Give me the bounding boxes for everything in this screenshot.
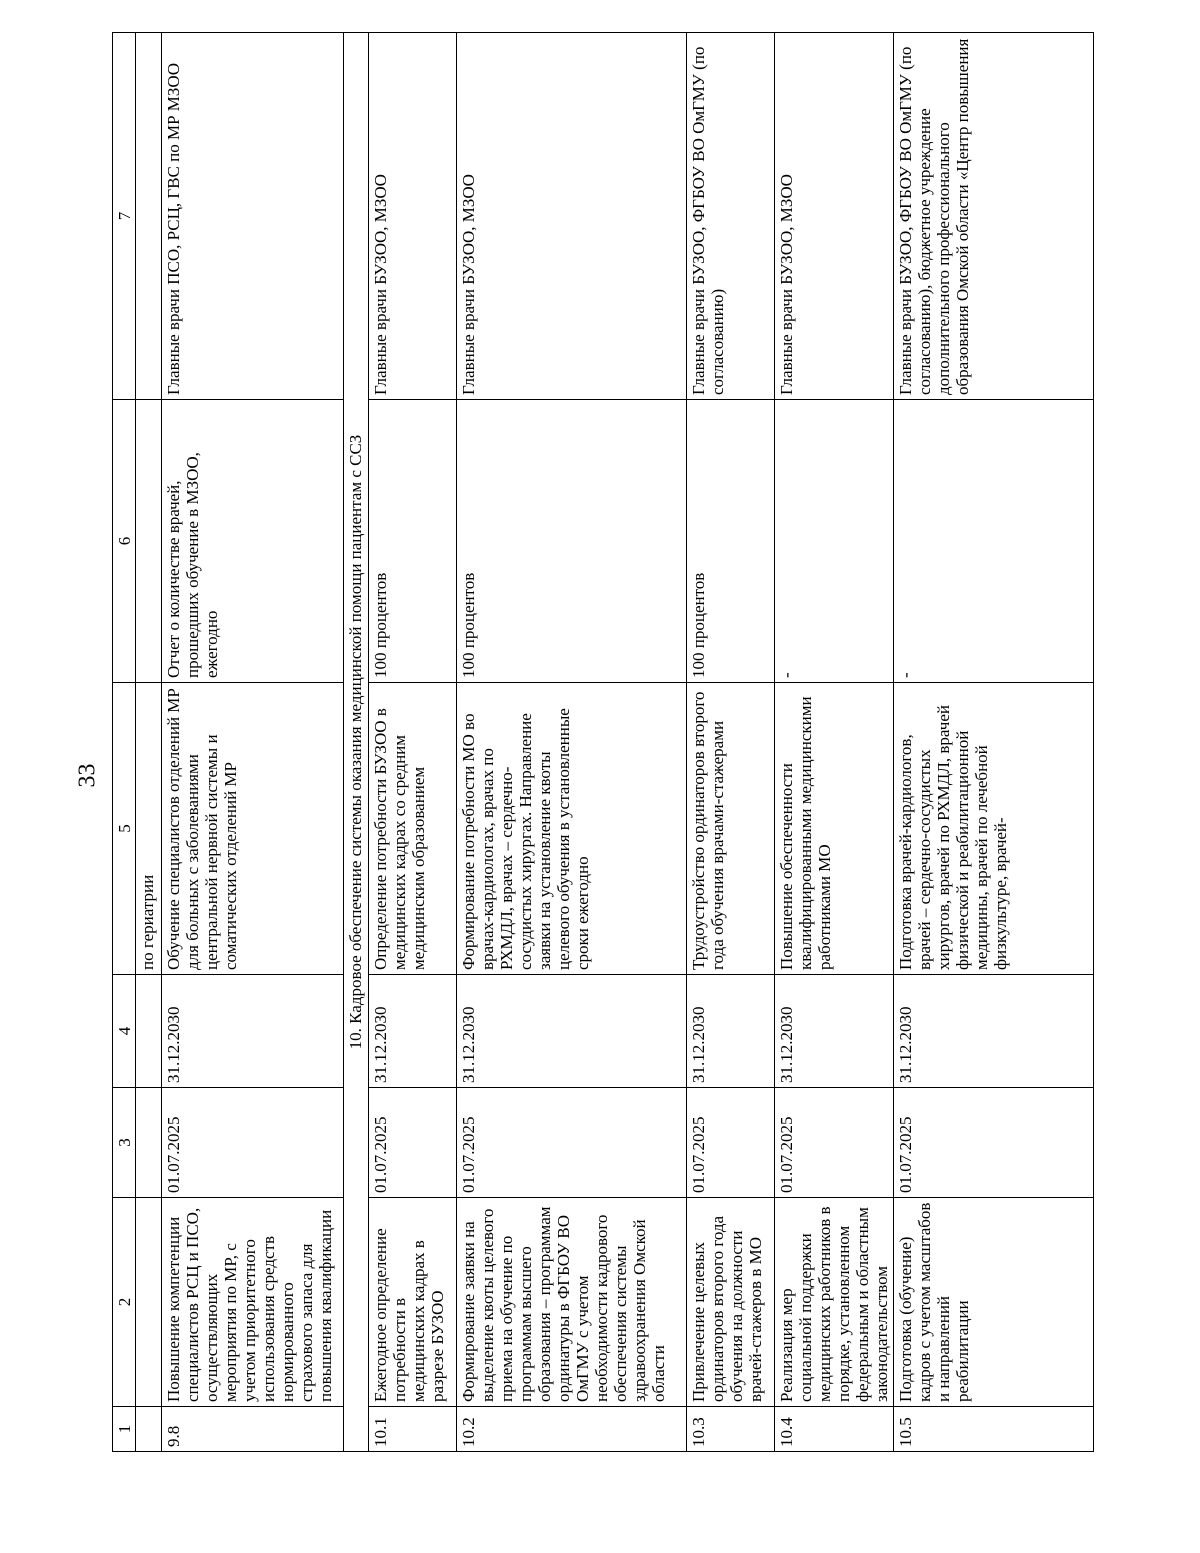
row-name: Ежегодное определение потребности в медицинских кадрах в разрезе БУЗОО: [369, 1198, 457, 1407]
row-number: 10.4: [775, 1407, 894, 1452]
column-number: 4: [113, 975, 136, 1088]
row-number: 9.8: [162, 1407, 344, 1452]
column-number: 3: [113, 1088, 136, 1198]
column-number: 2: [113, 1198, 136, 1407]
row-number: 10.5: [894, 1407, 1094, 1452]
row-result: Подготовка врачей-кардиологов, врачей – сердечно-сосудистых хирургов, врачей по РХМДЛ, врачей физической и реабилитационной медицины, врачей по лечебной физкультуре, врачей-: [894, 683, 1094, 975]
continuation-row: [136, 33, 162, 1452]
table-row: [457, 33, 687, 1452]
column-number-row: [113, 33, 136, 1452]
table-row: [894, 33, 1094, 1452]
rotated-table-container: [112, 33, 1082, 1452]
row-name: Реализация мер социальной поддержки медицинских работников в порядке, установленном федеральным и областным законодательством: [775, 1198, 894, 1407]
row-start-date: 01.07.2025: [775, 1088, 894, 1198]
continuation-text: по гериатрии: [136, 683, 162, 975]
cell: [136, 975, 162, 1088]
row-result: Трудоустройство ординаторов второго года обучения врачами-стажерами: [687, 683, 775, 975]
column-number: 6: [113, 400, 136, 683]
row-start-date: 01.07.2025: [894, 1088, 1094, 1198]
table-row: [687, 33, 775, 1452]
row-start-date: 01.07.2025: [457, 1088, 687, 1198]
row-indicator: 100 процентов: [369, 400, 457, 683]
cell: [136, 1407, 162, 1452]
row-responsible: Главные врачи БУЗОО, ФГБОУ ВО ОмГМУ (по согласованию), бюджетное учреждение дополнительного профессионального образования Омской области «Центр повышения: [894, 33, 1094, 400]
row-responsible: Главные врачи БУЗОО, МЗОО: [369, 33, 457, 400]
row-indicator: 100 процентов: [687, 400, 775, 683]
plan-table: [112, 32, 1094, 1452]
row-indicator: -: [775, 400, 894, 683]
row-end-date: 31.12.2030: [775, 975, 894, 1088]
row-result: Определение потребности БУЗОО в медицинских кадрах со средним медицинским образованием: [369, 683, 457, 975]
row-start-date: 01.07.2025: [687, 1088, 775, 1198]
row-indicator: -: [894, 400, 1094, 683]
column-number: 1: [113, 1407, 136, 1452]
page-number: 33: [74, 763, 101, 788]
row-number: 10.3: [687, 1407, 775, 1452]
row-name: Привлечение целевых ординаторов второго года обучения на должности врачей-стажеров в МО: [687, 1198, 775, 1407]
row-responsible: Главные врачи ПСО, РСЦ, ГВС по МР МЗОО: [162, 33, 344, 400]
cell: [136, 33, 162, 400]
column-number: 5: [113, 683, 136, 975]
row-responsible: Главные врачи БУЗОО, МЗОО: [457, 33, 687, 400]
row-start-date: 01.07.2025: [162, 1088, 344, 1198]
row-name: Подготовка (обучение) кадров с учетом масштабов и направлений реабилитации: [894, 1198, 1094, 1407]
table-row: [775, 33, 894, 1452]
section-title: 10. Кадровое обеспечение системы оказания медицинской помощи пациентам с ССЗ: [344, 33, 369, 1452]
row-number: 10.2: [457, 1407, 687, 1452]
row-result: Обучение специалистов отделений МР для больных с заболеваниями центральной нервной системы и соматических отделений МР: [162, 683, 344, 975]
row-start-date: 01.07.2025: [369, 1088, 457, 1198]
row-end-date: 31.12.2030: [894, 975, 1094, 1088]
row-end-date: 31.12.2030: [162, 975, 344, 1088]
row-indicator: 100 процентов: [457, 400, 687, 683]
row-end-date: 31.12.2030: [687, 975, 775, 1088]
section-row: [344, 33, 369, 1452]
cell: [136, 400, 162, 683]
row-number: 10.1: [369, 1407, 457, 1452]
row-responsible: Главные врачи БУЗОО, ФГБОУ ВО ОмГМУ (по согласованию): [687, 33, 775, 400]
cell: [136, 1088, 162, 1198]
row-result: Формирование потребности МО во врачах-кардиологах, врачах по РХМДЛ, врачах – сердечно-сосудистых хирургах. Направление заявки на установление квоты целевого обучения в установленные сроки ежегодно: [457, 683, 687, 975]
table-row: [369, 33, 457, 1452]
cell: [136, 1198, 162, 1407]
row-name: Формирование заявки на выделение квоты целевого приема на обучение по программам высшего образования – программам ординатуры в ФГБОУ ВО ОмГМУ с учетом необходимости кадрового обеспечения системы здравоохранения Омской области: [457, 1198, 687, 1407]
row-end-date: 31.12.2030: [457, 975, 687, 1088]
row-result: Повышение обеспеченности квалифицированными медицинскими работниками МО: [775, 683, 894, 975]
table-row: [162, 33, 344, 1452]
row-name: Повышение компетенции специалистов РСЦ и ПСО, осуществляющих мероприятия по МР, с учетом приоритетного использования средств нормированного страхового запаса для повышения квалификации: [162, 1198, 344, 1407]
row-end-date: 31.12.2030: [369, 975, 457, 1088]
row-indicator: Отчет о количестве врачей, прошедших обучение в МЗОО, ежегодно: [162, 400, 344, 683]
column-number: 7: [113, 33, 136, 400]
row-responsible: Главные врачи БУЗОО, МЗОО: [775, 33, 894, 400]
